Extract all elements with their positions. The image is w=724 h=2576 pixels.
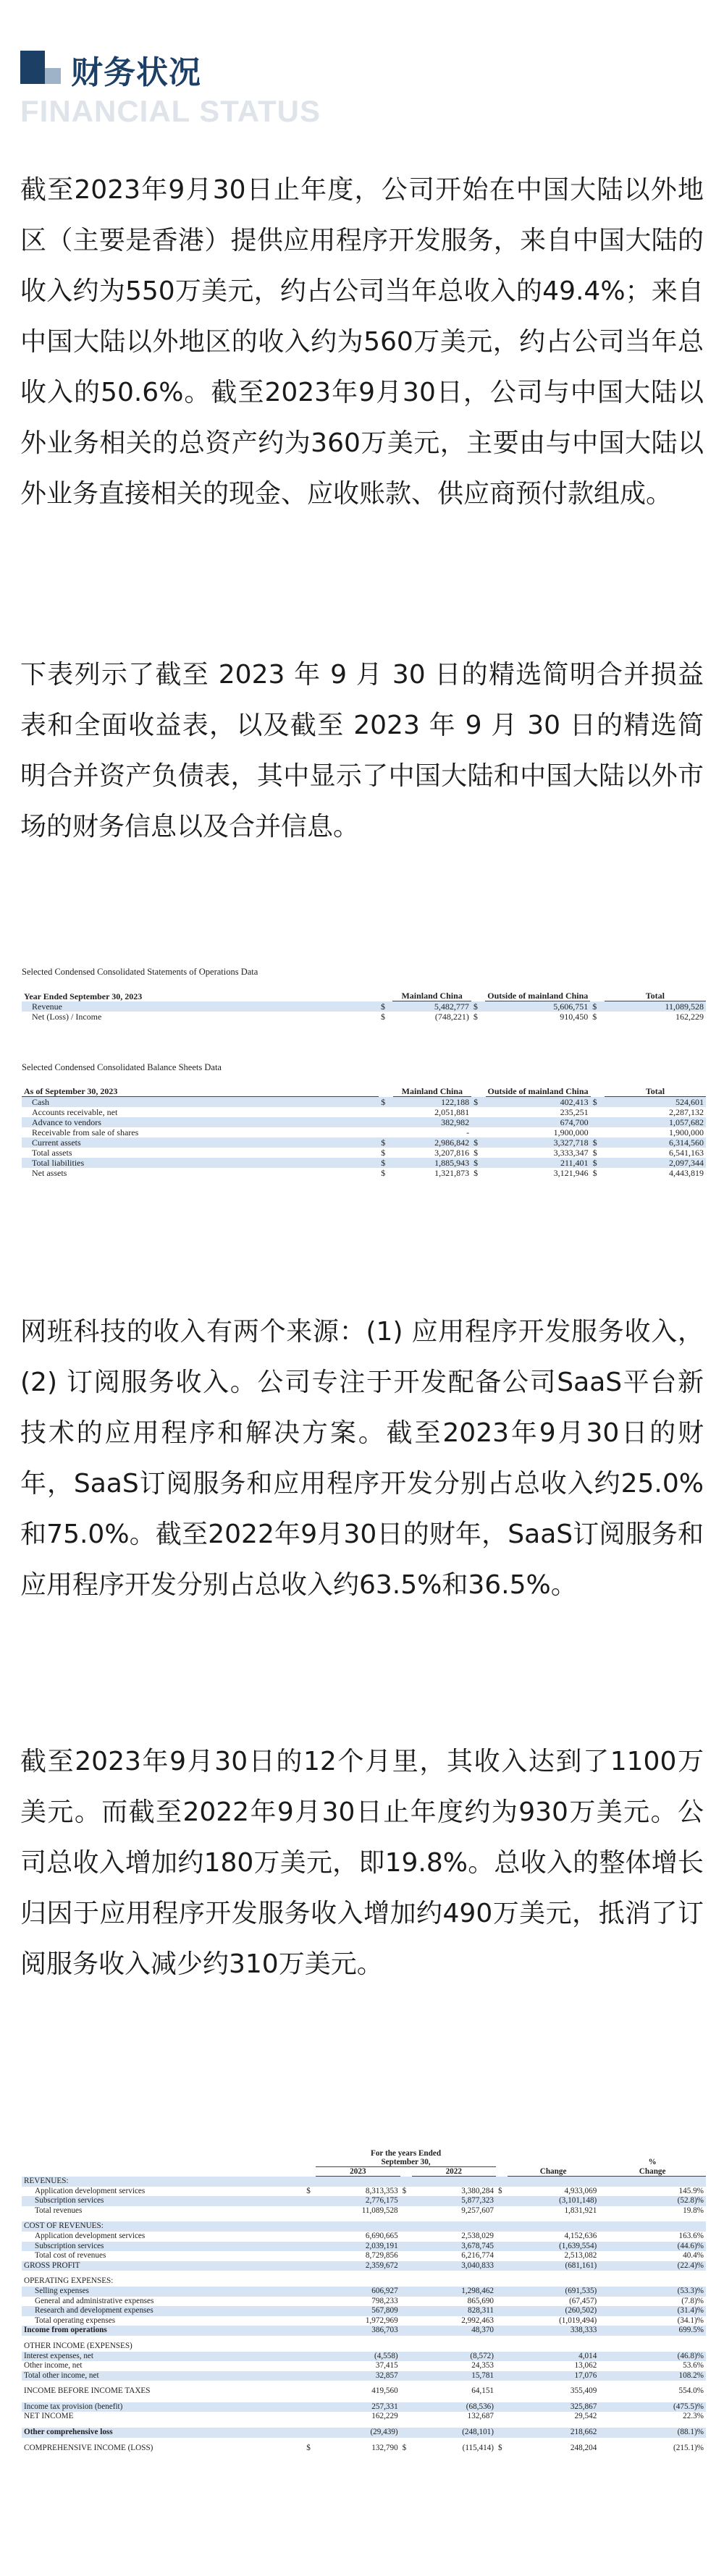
value-change: (681,161): [508, 2261, 599, 2271]
section-label: REVENUES:: [22, 2177, 706, 2187]
value-2022: 828,311: [412, 2306, 496, 2316]
table-row: [22, 2177, 706, 2187]
value-2023: 2,359,672: [316, 2261, 400, 2271]
value-2023: 2,039,191: [316, 2242, 400, 2252]
value-pct-change: (53.3)%: [599, 2287, 706, 2297]
value-pct-change: 145.9%: [678, 2186, 704, 2195]
table-row: [22, 2242, 706, 2252]
table-row: [22, 2297, 706, 2307]
table-row: Accounts receivable, net 2,051,881 235,251 2,287,132: [32, 1107, 704, 1117]
table-row: [22, 2221, 706, 2232]
table-row: [22, 2428, 706, 2438]
table-row: [22, 2232, 706, 2242]
balance-sheet-table: [22, 1086, 706, 1178]
table-row: [22, 2287, 706, 2297]
table-row: Revenue $ 5,482,777 $ 5,606,751 $ 11,089,528: [22, 1001, 706, 1012]
value-2023: 8,313,353: [365, 2186, 398, 2195]
row-label: Application development services: [35, 2231, 146, 2240]
row-label: GROSS PROFIT: [22, 2261, 304, 2271]
value-pct-change: 699.5%: [599, 2326, 706, 2336]
section-label: COST OF REVENUES:: [22, 2221, 706, 2232]
value-change: 218,662: [508, 2428, 599, 2438]
value-pct-change: (34.1)%: [677, 2316, 704, 2325]
value-change: 325,867: [508, 2402, 599, 2412]
table-row: [22, 2402, 706, 2412]
row-label: COMPREHENSIVE INCOME (LOSS): [24, 2443, 153, 2452]
row-label: Selling expenses: [22, 2287, 304, 2297]
section-title: 财务状况: [71, 54, 201, 91]
row-label: Research and development expenses: [22, 2306, 304, 2316]
spacer-row: [22, 2397, 706, 2402]
value-2022: (115,414): [462, 2443, 494, 2452]
value-2023: 32,857: [316, 2371, 400, 2381]
value-change: 355,409: [570, 2386, 597, 2396]
table-row: [22, 2261, 706, 2271]
spacer-row: [22, 2216, 706, 2221]
value-change: 248,204: [570, 2443, 597, 2452]
table-row: [22, 2371, 706, 2381]
value-change: 2,513,082: [564, 2251, 597, 2261]
value-pct-change: (475.5)%: [599, 2402, 706, 2412]
paragraph-table-intro: 下表列示了截至 2023 年 9 月 30 日的精选简明合并损益表和全面收益表，以及截至 2023 年 9 月 30 日的精选简明合并资产负债表，其中显示了中国大陆和中国大陆以外市场的财务信息以及合并信息。: [20, 660, 704, 842]
value-2023: 257,331: [316, 2402, 400, 2412]
value-change: (260,502): [508, 2306, 599, 2316]
value-2022: 5,877,323: [412, 2196, 496, 2206]
row-label: Other comprehensive loss: [22, 2428, 304, 2438]
balance-header-row: As of September 30, 2023 Mainland China Outside of mainland China Total: [22, 1086, 706, 1097]
section-label: OTHER INCOME (EXPENSES): [24, 2341, 132, 2350]
hdr-change: Change: [508, 2167, 599, 2177]
row-label: General and administrative expenses: [35, 2296, 154, 2305]
table-row: [22, 2386, 706, 2397]
value-2023: 2,776,175: [316, 2196, 400, 2206]
value-pct-change: 40.4%: [683, 2251, 704, 2261]
balance-period: As of September 30, 2023: [22, 1086, 379, 1097]
table-row: Net (Loss) / Income $ (748,221) $ 910,450 $ 162,229: [32, 1012, 704, 1022]
income-rows: [22, 2177, 706, 2454]
value-pct-change: 108.2%: [599, 2371, 706, 2381]
balance-sheet-table-block: [22, 1062, 706, 1178]
value-2022: (248,101): [412, 2428, 496, 2438]
operations-table: [22, 991, 706, 1022]
section-label: OPERATING EXPENSES:: [24, 2276, 114, 2286]
row-label: Subscription services: [22, 2196, 304, 2206]
paragraph-overseas-revenue: 截至2023年9月30日止年度，公司开始在中国大陆以外地区（主要是香港）提供应用程序开发服务，来自中国大陆的收入约为550万美元，约占公司当年总收入的49.4%；来自中国大陆以外地区的收入约为560万美元，约占公司当年总收入的50.6%。截至2023年9月30日，公司与中国大陆以外业务相关的总资产约为360万美元，主要由与中国大陆以外业务直接相关的现金、应收账款、供应商预付款组成。: [20, 175, 704, 509]
value-change: 4,933,069: [564, 2186, 597, 2195]
row-label: NET INCOME: [24, 2412, 74, 2421]
balance-sheet-caption: Selected Condensed Consolidated Balance Sheets Data: [22, 1062, 222, 1072]
hdr-pct: %: [648, 2158, 657, 2167]
value-change: (3,101,148): [508, 2196, 599, 2206]
table-row: COMPREHENSIVE INCOME (LOSS) $ 132,790 $ (115,414) $ 248,204 (215.1)%: [22, 2444, 706, 2454]
value-2023: 8,729,856: [365, 2251, 398, 2261]
table-row: Application development services $ 8,313,353 $ 3,380,284 $ 4,933,069 145.9%: [22, 2187, 706, 2197]
value-pct-change: 19.8%: [683, 2206, 704, 2215]
row-label: Other income, net: [24, 2361, 83, 2370]
value-2022: 48,370: [412, 2326, 496, 2336]
value-pct-change: (52.8)%: [599, 2196, 706, 2206]
value-2022: 6,216,774: [461, 2251, 494, 2261]
operations-header-row: [22, 991, 706, 1001]
value-change: 4,152,636: [564, 2231, 597, 2240]
value-pct-change: (31.4)%: [599, 2306, 706, 2316]
table-row: [22, 2342, 706, 2352]
table-row: [22, 2412, 706, 2422]
value-pct-change: (215.1)%: [673, 2443, 704, 2452]
table-row: [22, 2306, 706, 2316]
row-label: Total operating expenses: [35, 2316, 116, 2325]
value-2022: 865,690: [467, 2296, 494, 2305]
value-2023: 162,229: [371, 2412, 398, 2421]
value-change: 29,542: [574, 2412, 597, 2421]
value-2023: 798,233: [371, 2296, 398, 2305]
value-change: 13,062: [574, 2361, 597, 2370]
value-pct-change: 163.6%: [678, 2231, 704, 2240]
value-2022: 24,353: [471, 2361, 494, 2370]
value-2022: 132,687: [467, 2412, 494, 2421]
value-change: (691,535): [508, 2287, 599, 2297]
table-row: Total assets $ 3,207,816 $ 3,333,347 $ 6,541,163: [32, 1148, 704, 1158]
value-change: (1,019,494): [559, 2316, 597, 2325]
table-row: [22, 2326, 706, 2336]
row-label: Interest expenses, net: [22, 2352, 304, 2362]
table-row: [22, 2352, 706, 2362]
operations-table-block: [22, 967, 706, 1022]
spacer-row: [22, 2271, 706, 2276]
section-subtitle: FINANCIAL STATUS: [20, 94, 321, 128]
hdr-date: September 30,: [316, 2158, 496, 2167]
value-pct-change: (44.6)%: [599, 2242, 706, 2252]
spacer-row: [22, 2422, 706, 2428]
table-row: Net assets $ 1,321,873 $ 3,121,946 $ 4,443,819: [32, 1168, 704, 1178]
value-2023: 11,089,528: [361, 2206, 398, 2215]
value-2022: 2,992,463: [461, 2316, 494, 2325]
value-pct-change: 554.0%: [678, 2386, 704, 2396]
value-2022: (8,572): [412, 2352, 496, 2362]
row-label: INCOME BEFORE INCOME TAXES: [24, 2386, 151, 2396]
income-statement-block: [22, 2149, 706, 2453]
value-2023: 37,415: [375, 2361, 398, 2370]
row-label: Income tax provision (benefit): [22, 2402, 304, 2412]
spacer-row: [22, 2336, 706, 2342]
row-label: Subscription services: [22, 2242, 304, 2252]
value-2023: 132,790: [371, 2443, 398, 2452]
value-change: (67,457): [569, 2296, 597, 2305]
value-2023: 386,703: [316, 2326, 400, 2336]
value-pct-change: (7.8)%: [681, 2296, 704, 2305]
value-2022: 3,380,284: [461, 2186, 494, 2195]
value-2022: 15,781: [412, 2371, 496, 2381]
table-row: [22, 2316, 706, 2326]
table-row: [22, 2196, 706, 2206]
spacer-row: [22, 2381, 706, 2386]
value-change: 1,831,921: [564, 2206, 597, 2215]
income-statement-table: [22, 2149, 706, 2453]
value-2022: 3,678,745: [412, 2242, 496, 2252]
hdr-2023: 2023: [316, 2167, 400, 2177]
paragraph-revenue-sources: 网班科技的收入有两个来源：(1) 应用程序开发服务收入，(2) 订阅服务收入。公司专注于开发配备公司SaaS平台新技术的应用程序和解决方案。截至2023年9月30日的财年，SaaS订阅服务和应用程序开发分别占总收入约25.0%和75.0%。截至2022年9月30日的财年，SaaS订阅服务和应用程序开发分别占总收入约63.5%和36.5%。: [20, 1317, 704, 1600]
value-2022: 3,040,833: [412, 2261, 496, 2271]
table-row: Receivable from sale of shares - 1,900,000 1,900,000: [32, 1127, 704, 1137]
hdr-pct-change: Change: [599, 2167, 706, 2177]
table-row: Total liabilities $ 1,885,943 $ 211,401 $ 2,097,344: [22, 1158, 706, 1168]
row-label: Income from operations: [22, 2326, 304, 2336]
value-2023: 419,560: [371, 2386, 398, 2396]
operations-caption: Selected Condensed Consolidated Statements of Operations Data: [22, 967, 258, 977]
table-row: Cash $ 122,188 $ 402,413 $ 524,601: [22, 1097, 706, 1108]
table-row: Advance to vendors 382,982 674,700 1,057,682: [22, 1117, 706, 1127]
value-2023: 606,927: [316, 2287, 400, 2297]
value-2023: 1,972,969: [365, 2316, 398, 2325]
hdr-2022: 2022: [412, 2167, 496, 2177]
col-outside: Outside of mainland China: [485, 991, 590, 1001]
table-row: [22, 2361, 706, 2371]
table-row: [22, 2251, 706, 2261]
value-change: 4,014: [508, 2352, 599, 2362]
value-2022: 9,257,607: [461, 2206, 494, 2215]
value-change: 338,333: [508, 2326, 599, 2336]
spacer-row: [22, 2438, 706, 2444]
value-2023: (4,558): [316, 2352, 400, 2362]
value-2023: (29,439): [316, 2428, 400, 2438]
value-2022: 64,151: [471, 2386, 494, 2396]
table-row: [22, 2276, 706, 2287]
value-2023: 6,690,665: [365, 2231, 398, 2240]
value-pct-change: (22.4)%: [599, 2261, 706, 2271]
row-label: Total cost of revenues: [35, 2251, 106, 2261]
value-2022: 1,298,462: [412, 2287, 496, 2297]
value-change: 17,076: [508, 2371, 599, 2381]
value-2023: 567,809: [316, 2306, 400, 2316]
header-mark-icon: [20, 51, 45, 84]
row-label: Application development services: [35, 2186, 146, 2195]
value-pct-change: (88.1)%: [599, 2428, 706, 2438]
col-mainland: Mainland China: [392, 991, 471, 1001]
value-pct-change: 22.3%: [683, 2412, 704, 2421]
hdr-years: For the years Ended: [371, 2149, 442, 2158]
operations-period: Year Ended September 30, 2023: [24, 991, 143, 1001]
col-total: Total: [605, 991, 706, 1001]
value-pct-change: 53.6%: [683, 2361, 704, 2370]
value-pct-change: (46.8)%: [599, 2352, 706, 2362]
value-change: (1,639,554): [508, 2242, 599, 2252]
value-2022: 2,538,029: [461, 2231, 494, 2240]
table-row: [22, 2206, 706, 2216]
row-label: Total revenues: [35, 2206, 83, 2215]
table-row: Current assets $ 2,986,842 $ 3,327,718 $ 6,314,560: [22, 1137, 706, 1148]
paragraph-revenue-growth: 截至2023年9月30日的12个月里，其收入达到了1100万美元。而截至2022年9月30日止年度约为930万美元。公司总收入增加约180万美元，即19.8%。总收入的整体增长归因于应用程序开发服务收入增加约490万美元，抵消了订阅服务收入减少约310万美元。: [20, 1747, 704, 1979]
row-label: Total other income, net: [22, 2371, 304, 2381]
value-2022: (68,536): [412, 2402, 496, 2412]
